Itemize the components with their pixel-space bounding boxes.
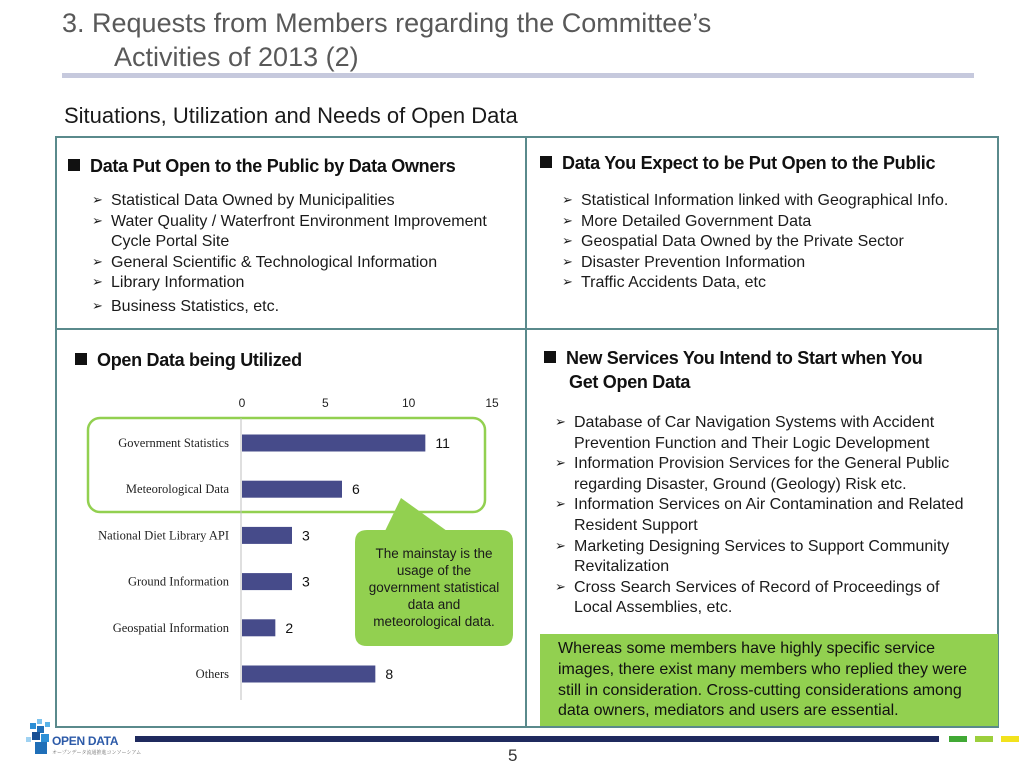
list-item: ➢ Disaster Prevention Information xyxy=(562,253,992,274)
footer-bar xyxy=(135,736,939,742)
list-item: ➢ Statistical Data Owned by Municipalities xyxy=(92,191,520,212)
title-line-1: 3. Requests from Members regarding the Committee’s xyxy=(62,8,712,38)
square-bullet-icon xyxy=(544,351,556,363)
list-item: ➢ Library Information xyxy=(92,273,520,294)
heading-text: Open Data being Utilized xyxy=(97,350,302,370)
list-item: ➢ Cross Search Services of Record of Proceedings of Local Assemblies, etc. xyxy=(555,578,980,619)
title-underline xyxy=(62,73,974,78)
title-line-2: Activities of 2013 (2) xyxy=(114,42,359,72)
category-label: Ground Information xyxy=(127,574,229,589)
list-item: ➢ Database of Car Navigation Systems with Accident Prevention Function and Their Logic Development xyxy=(555,413,980,454)
heading-new-services xyxy=(544,346,922,394)
footer-accent xyxy=(975,736,993,742)
list-item: ➢ Geospatial Data Owned by the Private Sector xyxy=(562,232,992,253)
list-item: ➢ Statistical Information linked with Geographical Info. xyxy=(562,191,992,212)
data-label: 3 xyxy=(302,573,310,590)
category-label: National Diet Library API xyxy=(98,528,229,543)
list-item: ➢ Business Statistics, etc. xyxy=(92,297,520,318)
logo-subtext: オープンデータ流通推進コンソーシアム xyxy=(52,750,142,756)
heading-text-line-1: New Services You Intend to Start when You xyxy=(566,348,923,368)
data-label: 6 xyxy=(352,481,360,498)
page-number: 5 xyxy=(508,746,518,765)
list-item: ➢ General Scientific & Technological Information xyxy=(92,253,520,274)
list-item: ➢ Information Provision Services for the General Public regarding Disaster, Ground (Geology) Risk etc. xyxy=(555,454,980,495)
conclusion-note: Whereas some members have highly specific service images, there exist many members who replied they were still in consideration. Cross-cutting considerations among data owners, mediators and users are essential. xyxy=(540,634,998,726)
heading-text: Data You Expect to be Put Open to the Public xyxy=(562,153,936,173)
data-label: 11 xyxy=(435,435,450,451)
footer-accent xyxy=(949,736,967,742)
square-bullet-icon xyxy=(540,156,552,168)
logo-text: OPEN DATA xyxy=(52,734,119,748)
square-bullet-icon xyxy=(75,353,87,365)
category-label: Others xyxy=(195,667,229,681)
x-tick-label: 5 xyxy=(321,396,329,410)
x-tick-label: 15 xyxy=(485,396,499,410)
square-bullet-icon xyxy=(68,159,80,171)
list-item: ➢ Traffic Accidents Data, etc xyxy=(562,273,992,294)
list-item: ➢ Information Services on Air Contamination and Related Resident Support xyxy=(555,495,980,536)
callout-text: The mainstay is the usage of the government statistical data and meteorological data. xyxy=(368,546,500,629)
callout-pointer xyxy=(355,498,513,538)
category-label: Government Statistics xyxy=(118,436,229,450)
data-label: 2 xyxy=(285,619,294,636)
list-item: ➢ Water Quality / Waterfront Environment Improvement Cycle Portal Site xyxy=(92,212,520,253)
category-label: Geospatial Information xyxy=(112,620,229,635)
data-label: 8 xyxy=(385,666,394,682)
heading-expected-data xyxy=(540,153,935,174)
heading-data-utilized xyxy=(75,350,302,371)
list-data-owners xyxy=(92,191,520,318)
heading-text: Data Put Open to the Public by Data Owners xyxy=(90,156,456,176)
heading-data-owners xyxy=(68,156,455,177)
footer-accent xyxy=(1001,736,1019,742)
slide-subtitle: Situations, Utilization and Needs of Open Data xyxy=(64,103,518,128)
slide-title xyxy=(62,6,711,74)
category-label: Meteorological Data xyxy=(125,482,229,497)
list-new-services xyxy=(555,413,980,619)
x-tick-label: 0 xyxy=(238,396,246,410)
list-item: ➢ Marketing Designing Services to Support Community Revitalization xyxy=(555,537,980,578)
list-item: ➢ More Detailed Government Data xyxy=(562,212,992,233)
heading-text-line-2: Get Open Data xyxy=(569,372,691,392)
x-tick-label: 10 xyxy=(401,396,416,410)
list-expected-data xyxy=(562,191,992,294)
data-label: 3 xyxy=(302,527,310,544)
